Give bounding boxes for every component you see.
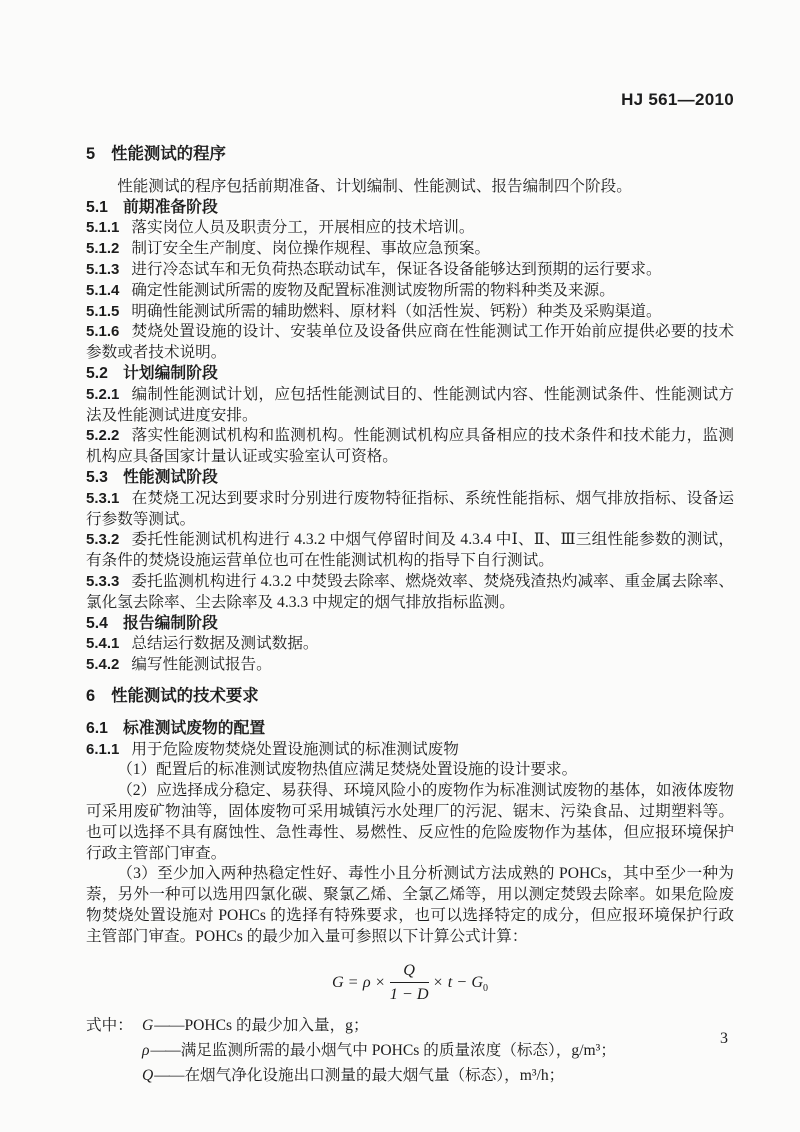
clause-number: 5.2.1 (86, 385, 120, 403)
definition-row-q (86, 1063, 734, 1088)
subsection-heading-5-4 (86, 614, 734, 635)
clause-5-1-4 (86, 281, 734, 302)
subsection-number: 5.1 (86, 198, 108, 216)
intro-paragraph: 性能测试的程序包括前期准备、计划编制、性能测试、报告编制四个阶段。 (117, 177, 632, 195)
subsection-number: 5.2 (86, 364, 108, 382)
clause-number: 6.1.1 (86, 740, 120, 758)
clause-6-1-1 (86, 740, 734, 761)
clause-5-1-3 (86, 260, 734, 281)
pohcs-minimum-amount-formula (86, 960, 734, 1004)
subsection-heading-5-1 (86, 198, 734, 219)
subsection-heading-5-2 (86, 364, 734, 385)
formula-var-t: t (447, 972, 453, 991)
section-title: 性能测试的程序 (111, 145, 226, 163)
fraction-numerator: Q (390, 960, 429, 982)
section-number: 6 (86, 686, 96, 705)
clause-text: 委托性能测试机构进行 4.3.2 中烟气停留时间及 4.3.4 中Ⅰ、Ⅱ、Ⅲ三组性能参数的测试，有条件的焚烧设施运营单位也可在性能测试机构的指导下自行测试。 (86, 531, 734, 570)
clause-5-4-2 (86, 655, 734, 676)
clause-5-3-1 (86, 489, 734, 531)
section-title: 性能测试的技术要求 (111, 686, 259, 705)
clause-text: 落实岗位人员及职责分工，开展相应的技术培训。 (131, 219, 475, 237)
clause-5-2-1 (86, 385, 734, 427)
page-number: 3 (720, 1030, 728, 1047)
section-number: 5 (86, 145, 96, 163)
clause-text: 焚烧处置设施的设计、安装单位及设备供应商在性能测试工作开始前应提供必要的技术参数或者技术说明。 (86, 323, 734, 362)
definition-text: 满足监测所需的最小烟气中 POHCs 的质量浓度（标态），g/m³； (180, 1041, 616, 1059)
clause-number: 5.3.1 (86, 489, 120, 507)
clause-text: 落实性能测试机构和监测机构。性能测试机构应具备相应的技术条件和技术能力，监测机构应具备国家计量认证或实验室认可资格。 (86, 427, 734, 466)
clause-text: 编写性能测试报告。 (131, 656, 272, 674)
formula-var-g: G (331, 972, 344, 991)
clause-text: 用于危险废物焚烧处置设施测试的标准测试废物 (131, 740, 459, 758)
clause-text: 确定性能测试所需的废物及配置标准测试废物所需的物料种类及来源。 (131, 281, 615, 299)
formula-subscript-0: 0 (483, 982, 489, 994)
clause-5-3-2 (86, 530, 734, 572)
definition-text: POHCs 的最少加入量，g； (184, 1016, 369, 1034)
subsection-title: 计划编制阶段 (122, 364, 218, 382)
clause-text: 编制性能测试计划，应包括性能测试目的、性能测试内容、性能测试条件、性能测试方法及性能测试进度安排。 (86, 385, 734, 424)
clause-5-2-2 (86, 426, 734, 468)
subsection-number: 5.3 (86, 468, 108, 486)
subsection-title: 前期准备阶段 (122, 198, 218, 216)
clause-number: 5.4.2 (86, 656, 120, 674)
clause-number: 5.1.1 (86, 219, 120, 237)
clause-text: 在焚烧工况达到要求时分别进行废物特征指标、系统性能指标、烟气排放指标、设备运行参数等测试。 (86, 489, 734, 528)
definition-symbol: ρ (142, 1041, 150, 1059)
subsection-heading-5-3 (86, 468, 734, 489)
fraction-denominator: 1 − D (389, 984, 429, 1003)
clause-5-4-1 (86, 634, 734, 655)
formula-var-rho: ρ (362, 972, 371, 991)
section-heading-5 (86, 144, 734, 165)
clause-number: 5.4.1 (86, 635, 120, 653)
clause-text: 明确性能测试所需的辅助燃料、原材料（如活性炭、钙粉）种类及采购渠道。 (131, 302, 662, 320)
list-item-2: （2）应选择成分稳定、易获得、环境风险小的废物作为标准测试废物的基体，如液体废物可采用废矿物油等，固体废物可采用城镇污水处理厂的污泥、锯末、污染食品、过期塑料等。也可以选择不具有腐蚀性、急性毒性、易燃性、反应性的危险废物作为基体，但应报环境保护行政主管部门审查。 (86, 782, 734, 862)
subsection-heading-6-1 (86, 719, 734, 740)
clause-text: 总结运行数据及测试数据。 (131, 635, 319, 653)
clause-5-1-1 (86, 218, 734, 239)
clause-5-1-2 (86, 239, 734, 260)
formula-definitions (86, 1013, 734, 1088)
definition-dash: —— (150, 1041, 180, 1059)
subsection-number: 5.4 (86, 614, 108, 632)
definition-text: 在烟气净化设施出口测量的最大烟气量（标态），m³/h； (184, 1066, 565, 1084)
definition-dash: —— (154, 1066, 184, 1084)
clause-number: 5.1.5 (86, 302, 120, 320)
subsection-title: 性能测试阶段 (122, 468, 218, 486)
clause-number: 5.3.3 (86, 572, 120, 590)
clause-number: 5.2.2 (86, 427, 120, 445)
clause-number: 5.1.2 (86, 240, 120, 258)
list-item-3: （3）至少加入两种热稳定性好、毒性小且分析测试方法成熟的 POHCs，其中至少一种为萘，另外一种可以选用四氯化碳、聚氯乙烯、全氯乙烯等，用以测定焚毁去除率。如果危险废物焚烧处置设施对 POHCs 的选择有特殊要求，也可以选择特定的成分，但应报环境保护行政主管部门审查。POHCs 的最少加入量可参照以下计算公式计算： (86, 865, 734, 945)
subsection-title: 报告编制阶段 (122, 614, 218, 632)
formula-var-g0: $G_0$ (471, 972, 489, 994)
clause-text: 委托监测机构进行 4.3.2 中焚毁去除率、燃烧效率、焚烧残渣热灼减率、重金属去除率、氯化氢去除率、尘去除率及 4.3.3 中规定的烟气排放指标监测。 (86, 572, 734, 611)
formula-times: × (433, 972, 443, 991)
formula-fraction (390, 960, 429, 1004)
list-item-1: （1）配置后的标准测试废物热值应满足焚烧处置设施的设计要求。 (117, 761, 578, 779)
definition-dash: —— (154, 1016, 184, 1034)
formula-times: × (375, 972, 385, 991)
clause-5-1-6 (86, 322, 734, 364)
section-heading-6 (86, 686, 734, 707)
definition-symbol: G (142, 1016, 154, 1034)
clause-number: 5.1.3 (86, 260, 120, 278)
subsection-number: 6.1 (86, 719, 108, 737)
clause-text: 制订安全生产制度、岗位操作规程、事故应急预案。 (131, 240, 491, 258)
formula-equals: = (348, 972, 358, 991)
formula-minus: − (457, 972, 467, 991)
standard-number-header: HJ 561—2010 (621, 90, 734, 109)
clause-number: 5.1.6 (86, 323, 120, 341)
clause-5-3-3 (86, 572, 734, 614)
where-label: 式中： (86, 1016, 133, 1034)
definition-row-g (86, 1013, 734, 1038)
clause-number: 5.1.4 (86, 281, 120, 299)
definition-symbol: Q (142, 1066, 154, 1084)
clause-5-1-5 (86, 302, 734, 323)
clause-number: 5.3.2 (86, 531, 120, 549)
clause-text: 进行冷态试车和无负荷热态联动试车，保证各设备能够达到预期的运行要求。 (131, 260, 662, 278)
subsection-title: 标准测试废物的配置 (122, 719, 266, 737)
definition-row-rho (86, 1038, 734, 1063)
